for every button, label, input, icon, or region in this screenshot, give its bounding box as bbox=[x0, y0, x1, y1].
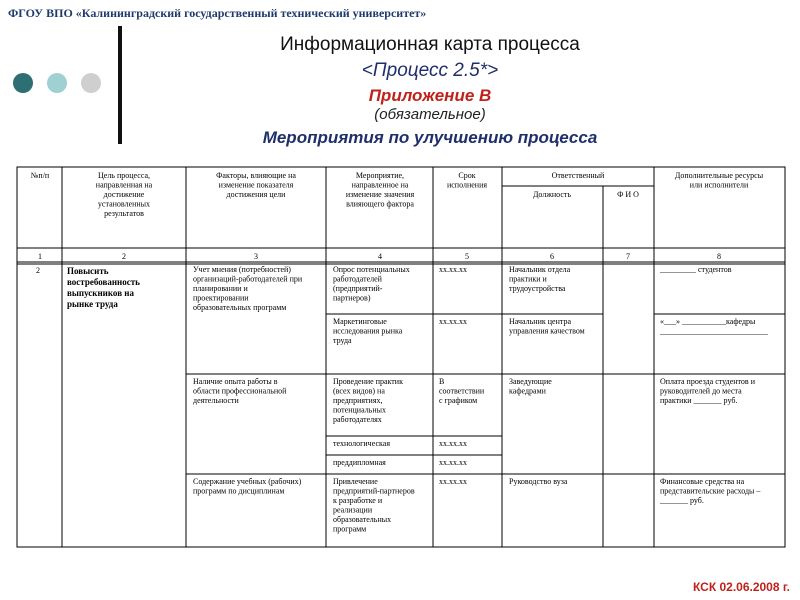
factor-3: Содержание учебных (рабочих) программ по дисциплинам bbox=[193, 477, 302, 496]
term-1: xx.xx.xx bbox=[439, 265, 467, 274]
measures-title: Мероприятия по улучшению процесса bbox=[262, 128, 598, 147]
term-2: xx.xx.xx bbox=[439, 317, 467, 326]
term-4: xx.xx.xx bbox=[439, 439, 467, 448]
measure-1: Опрос потенциальных работодателей (предприятий-партнеров) bbox=[333, 265, 410, 303]
appendix-label: Приложение В bbox=[368, 86, 492, 105]
header-measure: Мероприятие, направленное на изменение значения влияющего фактора bbox=[345, 171, 415, 209]
resources-1: _________ студентов bbox=[660, 265, 732, 274]
header-position: Должность bbox=[532, 190, 572, 199]
measure-5: преддипломная bbox=[333, 458, 386, 467]
organization-name: ФГОУ ВПО «Калининградский государственный технический университет» bbox=[8, 6, 427, 20]
resources-4: Финансовые средства на представительские расходы – _______ руб. bbox=[660, 477, 761, 505]
page-title: Информационная карта процесса bbox=[280, 34, 580, 55]
process-label: <Процесс 2.5*> bbox=[361, 60, 499, 81]
header-term: Срок исполнения bbox=[446, 171, 488, 190]
resources-3: Оплата проезда студентов и руководителей до места практики _______ руб. bbox=[660, 377, 755, 405]
resources-2: «___» ___________кафедры ___________________________ bbox=[660, 317, 768, 336]
column-number: 1 bbox=[38, 252, 42, 261]
measure-4: технологическая bbox=[333, 439, 390, 448]
header-resources: Дополнительные ресурсы или исполнители bbox=[674, 171, 764, 190]
responsible-3: Заведующие кафедрами bbox=[509, 377, 552, 396]
header-goal: Цель процесса, направленная на достижение установленных результатов bbox=[95, 171, 153, 218]
term-3: В соответствии с графиком bbox=[439, 377, 485, 405]
factor-1: Учет мнения (потребностей) организаций-работодателей при планировании и проектировании образовательных программ bbox=[193, 265, 303, 312]
responsible-2: Начальник центра управления качеством bbox=[509, 317, 585, 336]
row-number: 2 bbox=[36, 266, 40, 275]
header-responsible: Ответственный bbox=[551, 171, 605, 180]
obligatory-label: (обязательное) bbox=[374, 106, 486, 123]
header-fio: Ф И О bbox=[617, 190, 639, 199]
measure-2: Маркетинговые исследования рынка труда bbox=[333, 317, 403, 345]
measure-6: Привлечение предприятий-партнеров к разработке и реализации образовательных программ bbox=[333, 477, 415, 534]
responsible-4: Руководство вуза bbox=[509, 477, 568, 486]
column-number: 6 bbox=[550, 252, 554, 261]
column-number: 4 bbox=[378, 252, 382, 261]
responsible-1: Начальник отдела практики и трудоустройства bbox=[509, 265, 571, 293]
column-number: 5 bbox=[465, 252, 469, 261]
factor-2: Наличие опыта работы в области профессиональной деятельности bbox=[193, 377, 287, 405]
column-number: 8 bbox=[717, 252, 721, 261]
measure-3: Проведение практик (всех видов) на предприятиях, потенциальных работодателях bbox=[333, 377, 403, 424]
header-factors: Факторы, влияющие на изменение показателя достижения цели bbox=[216, 171, 296, 199]
column-number: 3 bbox=[254, 252, 258, 261]
goal-text: Повысить востребованность выпускников на рынке труда bbox=[67, 266, 140, 309]
column-number: 2 bbox=[122, 252, 126, 261]
header-no: №п/п bbox=[30, 171, 50, 180]
column-number: 7 bbox=[626, 252, 630, 261]
term-5: xx.xx.xx bbox=[439, 458, 467, 467]
footer-code: КСК 02.06.2008 г. bbox=[692, 580, 790, 594]
column-numbers-row bbox=[38, 252, 721, 261]
term-6: xx.xx.xx bbox=[439, 477, 467, 486]
